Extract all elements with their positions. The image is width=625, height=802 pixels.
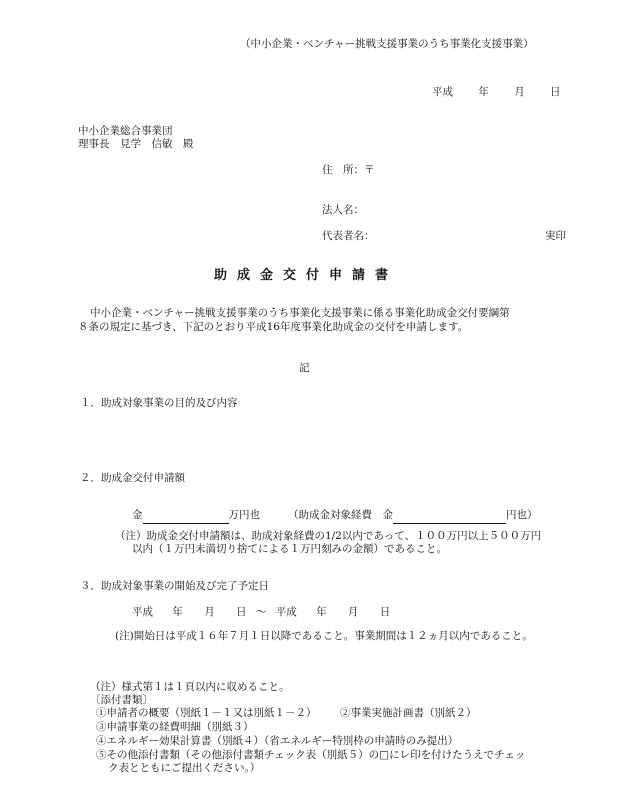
date-day[interactable]: 日 (550, 86, 561, 98)
section-2-heading: ２．助成金交付申請額 (80, 472, 185, 484)
start-day[interactable]: 日 (236, 606, 247, 618)
program-note: （中小企業・ベンチャー挑戦支援事業のうち事業化支援事業） (240, 38, 534, 50)
attachment-5-line-2: ク表とともにご提出ください。） (108, 762, 261, 774)
date-line (432, 86, 561, 100)
cost-field[interactable] (393, 509, 506, 524)
end-era: 平成 (275, 606, 297, 618)
seal-label: 実印 (545, 230, 566, 242)
start-month[interactable]: 月 (204, 606, 215, 618)
attachment-5-line-1: ⑤その他添付書類（その他添付書類チェック表（別紙５）の□にレ印を付けたうえでチェッ (96, 749, 526, 761)
representative-label: 代表者名： (322, 230, 375, 242)
amount-field[interactable] (143, 509, 229, 524)
date-era: 平成 (432, 86, 453, 98)
start-era: 平成 (132, 606, 153, 618)
attachment-4: ④エネルギー効果計算書（別紙４）（省エネルギー特別枠の申請時のみ提出） (96, 735, 459, 747)
address-label: 住 所：〒 (322, 164, 375, 176)
document-title: 助成金交付申請書 (214, 268, 399, 283)
attachments-label: 〔添付書類〕 (90, 694, 153, 706)
period-note: (注)開始日は平成１６年７月１日以降であること。事業期間は１２ヵ月以内であること。 (115, 630, 533, 642)
corp-name-label: 法人名： (322, 204, 364, 216)
end-day[interactable]: 日 (379, 606, 391, 618)
amount-prefix: 金 (132, 509, 143, 521)
amount-line (132, 509, 260, 524)
intro-line-1: 中小企業・ベンチャー挑戦支援事業のうち事業化支援事業に係る事業化助成金交付要綱第 (90, 307, 510, 319)
period-tilde: ～ (255, 606, 267, 618)
amount-note-1: （注）助成金交付申請額は、助成対象経費の1/2以内であって、１００万円以上５００万円 (115, 530, 542, 542)
date-month[interactable]: 月 (514, 86, 525, 98)
cost-suffix: 円也） (506, 509, 538, 521)
start-year[interactable]: 年 (172, 606, 183, 618)
section-3-heading: ３．助成対象事業の開始及び完了予定日 (80, 580, 269, 592)
ki-mark: 記 (299, 362, 310, 374)
date-year[interactable]: 年 (478, 86, 489, 98)
intro-line-2: ８条の規定に基づき、下記のとおり平成16年度事業化助成金の交付を申請します。 (78, 321, 469, 333)
attachment-3: ③申請事業の経費明細（別紙３） (96, 721, 254, 733)
format-note: （注）様式第１は１頁以内に収めること。 (90, 681, 290, 693)
addressee-person: 理事長 見学 信敏 殿 (78, 138, 194, 150)
amount-note-2: 以内（１万円未満切り捨てによる１万円刻みの金額）であること。 (132, 543, 447, 555)
end-year[interactable]: 年 (316, 606, 327, 618)
addressee-org: 中小企業総合事業団 (78, 125, 173, 137)
amount-suffix: 万円也 (228, 509, 260, 521)
period-line (132, 606, 390, 620)
section-1-heading: １．助成対象事業の目的及び内容 (80, 397, 238, 409)
cost-prefix: （助成金対象経費 金 (288, 509, 393, 521)
attachment-1: ①申請者の概要（別紙１－１又は別紙１－２） (96, 707, 317, 719)
end-month[interactable]: 月 (347, 606, 359, 618)
attachment-2: ②事業実施計画書（別紙２） (340, 707, 477, 719)
cost-line (288, 509, 538, 524)
